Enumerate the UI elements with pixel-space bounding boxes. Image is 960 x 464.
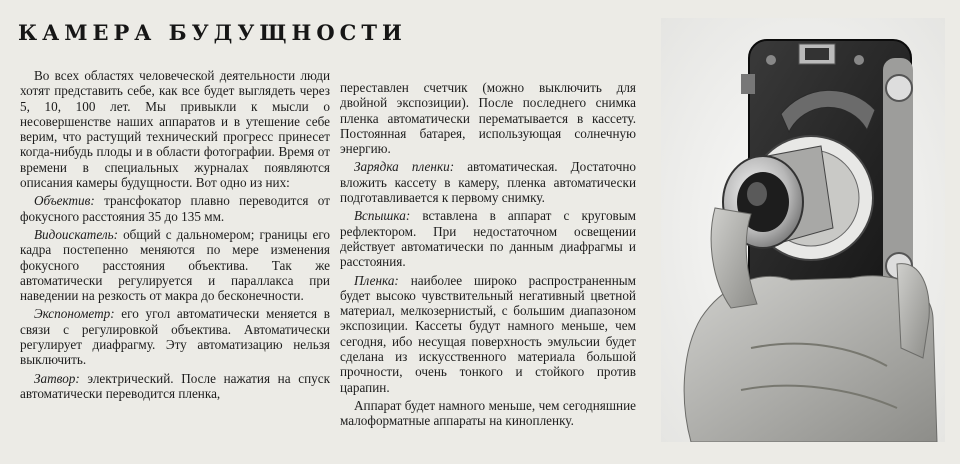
objective-text: трансфокатор плавно переводится от фокусного расстояния 35 до 135 мм. — [20, 193, 330, 224]
closing-paragraph: Аппарат будет намного меньше, чем сегодняшние малоформатные аппараты на кинопленку. — [340, 397, 636, 429]
shutter-label: Затвор: — [34, 370, 80, 386]
shutter-text: электрический. После нажатия на спуск автоматически переводится пленка, — [20, 370, 330, 401]
film-label: Пленка: — [354, 272, 399, 288]
article-title: КАМЕРА БУДУЩНОСТИ — [18, 20, 407, 45]
camera-photo — [661, 18, 945, 442]
continuation-paragraph: переставлен счетчик (можно выключить для двойной экспозиции). После последнего снимка пленка автоматически перематывается в кассету. Постоянная батарея, использующая солнечную энергию. — [340, 80, 636, 157]
flash-paragraph — [340, 208, 636, 269]
film-paragraph — [340, 273, 636, 395]
objective-label: Объектив: — [34, 193, 95, 209]
viewfinder-label: Видоискатель: — [34, 226, 118, 242]
text-column-left — [20, 68, 330, 401]
objective-paragraph — [20, 193, 330, 224]
intro-paragraph: Во всех областях человеческой деятельности люди хотят представить себе, как все будет выглядеть через 5, 10, 100 лет. Мы привыкли к мысли о несовершенстве наших аппаратов и в утешение себе верим, что растущий технический прогресс принесет когда-нибудь плоды и в области фотографии. Время от времени в специальных журналах появляются описания камеры будущности. Вот одно из них: — [20, 68, 330, 191]
viewfinder-text: общий с дальномером; границы его кадра постепенно меняются по мере изменения фокусного расстояния объектива. Так же автоматически регулируется и параллакса при наведении на резкость от макра до бесконечности. — [20, 226, 330, 304]
camera-in-hand-illustration — [661, 18, 945, 442]
text-column-right — [340, 80, 636, 429]
film-loading-paragraph — [340, 159, 636, 205]
shutter-paragraph — [20, 371, 330, 402]
viewfinder-paragraph — [20, 227, 330, 303]
exposure-meter-paragraph — [20, 306, 330, 367]
film-text: наиболее широко распространенным будет высоко чувствительный негативный цветной материал, мелкозернистый, с большим диапазоном экспозиции. Кассеты будут намного меньше, чем сегодня, ибо несущая поверхность эмульсии будет сделана из искусственного материала большой прочности, очень тонкого и стойкого против царапин. — [340, 272, 636, 395]
film-loading-label: Зарядка пленки: — [354, 159, 455, 175]
film-loading-text: автоматическая. Достаточно вложить кассету в камеру, пленка автоматически подготавливается к первому снимку. — [340, 159, 636, 206]
exposure-meter-text: его угол автоматически меняется в связи с регулировкой объектива. Автоматически регулирует диафрагму. Эту автоматизацию нельзя выключить. — [20, 306, 330, 368]
exposure-meter-label: Экспонометр: — [34, 306, 115, 322]
flash-text: вставлена в аппарат с круговым рефлектором. При недостаточном освещении действует автоматически по данным диафрагмы и расстояния. — [340, 208, 636, 270]
flash-label: Вспышка: — [354, 208, 411, 224]
